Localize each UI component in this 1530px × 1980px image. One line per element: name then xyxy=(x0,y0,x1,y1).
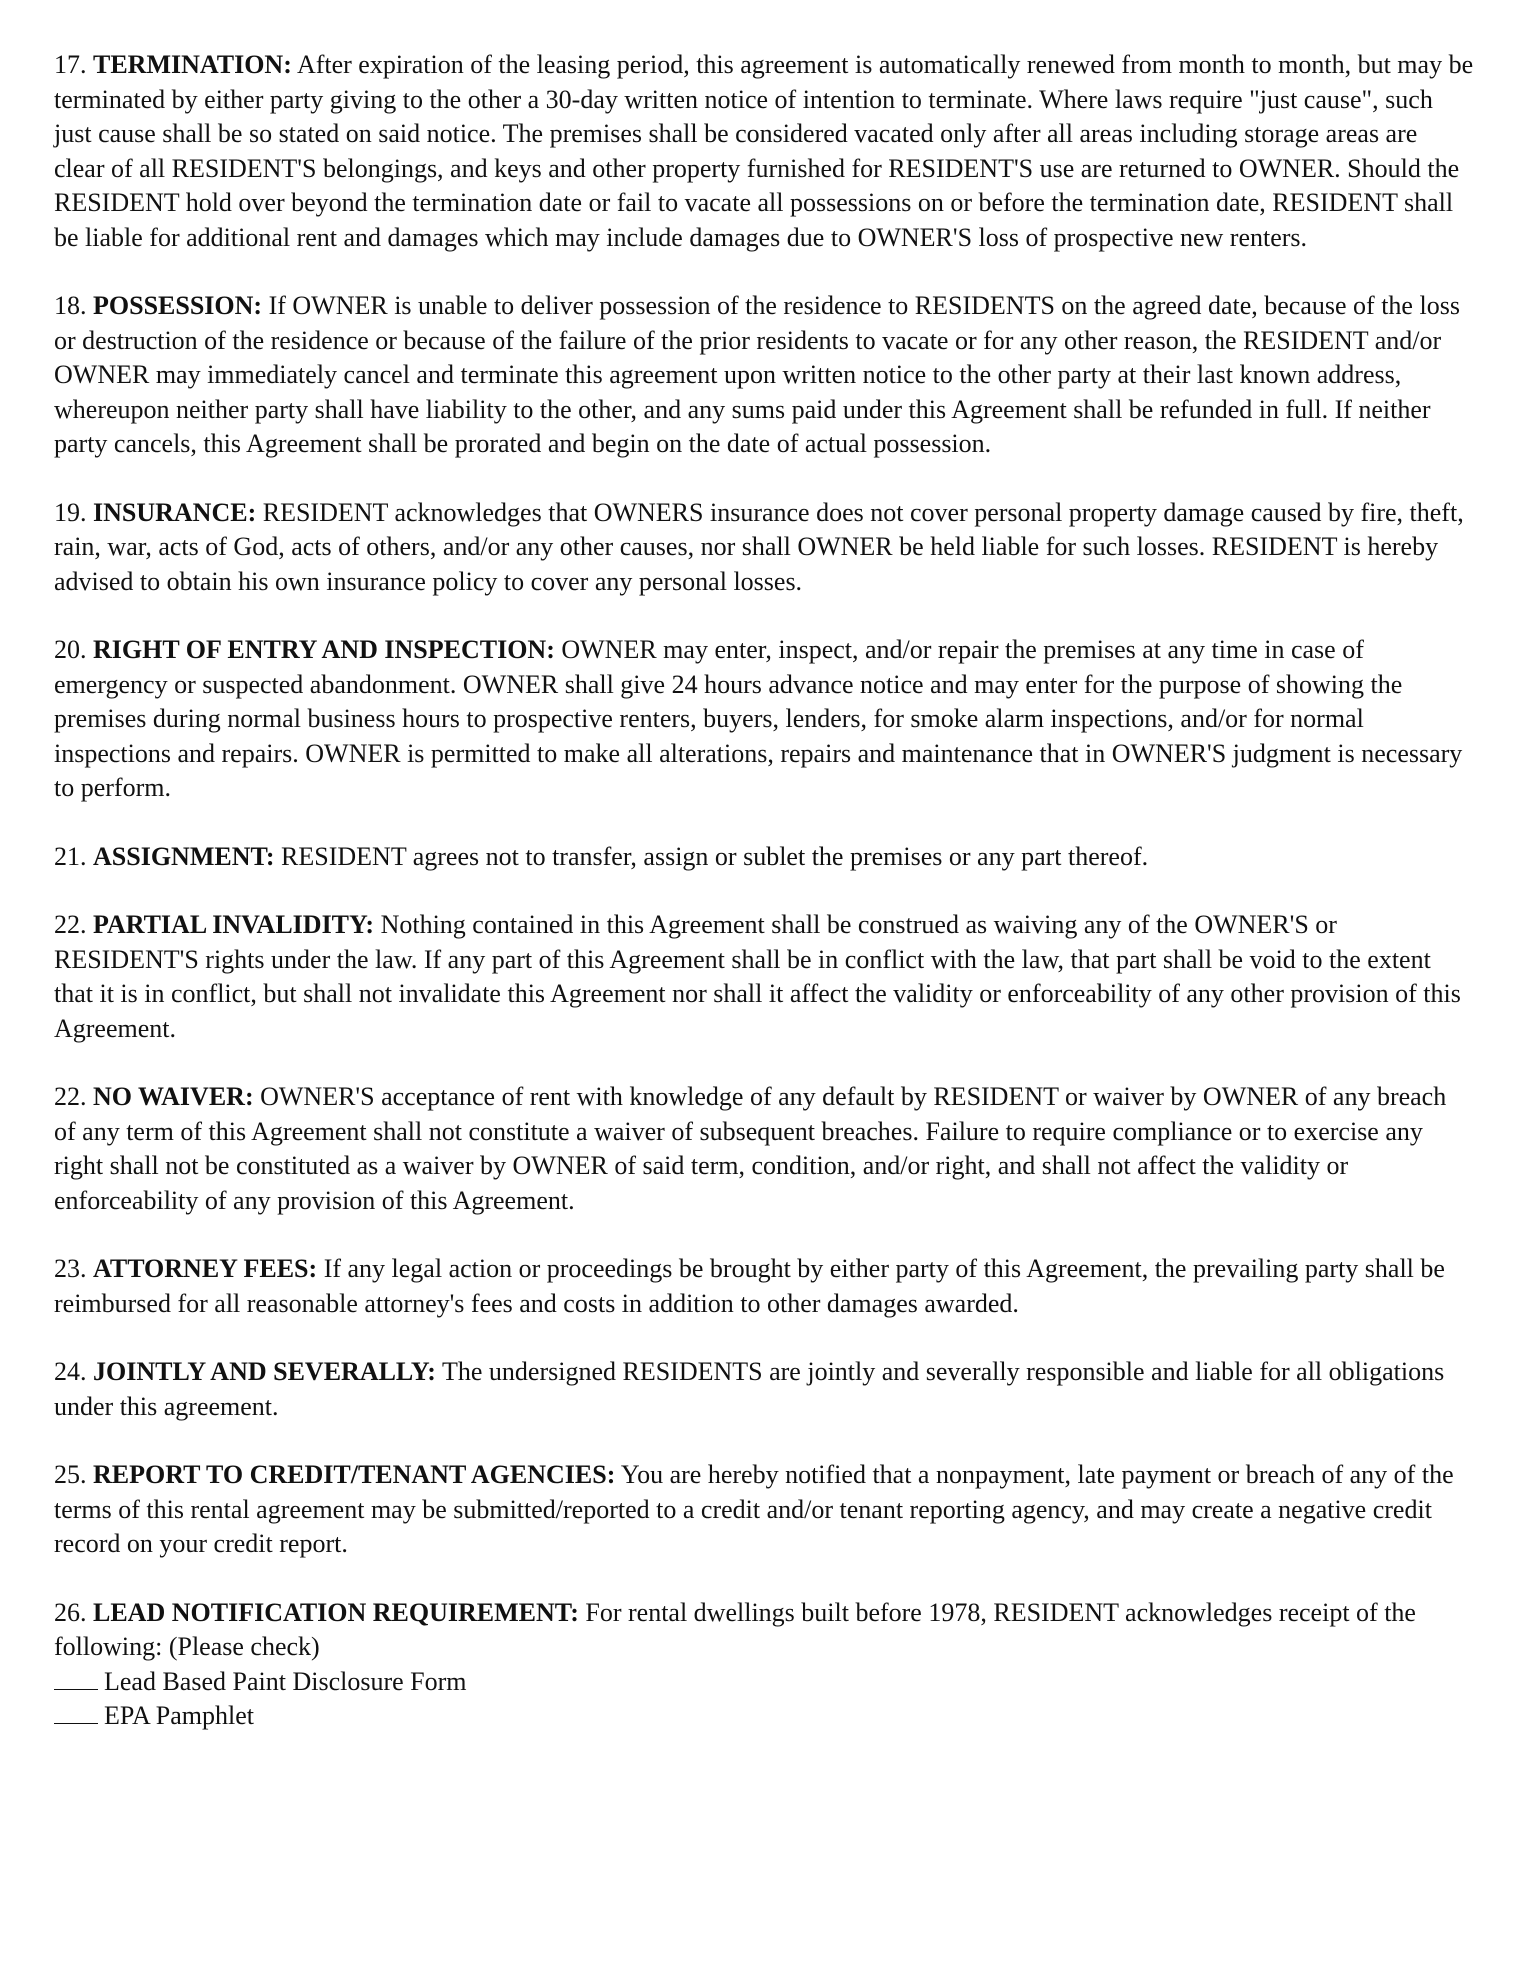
clause-jointly-and-severally xyxy=(54,1355,1474,1424)
clause-body: You are hereby notified that a nonpayment, late payment or breach of any of the terms of this rental agreement may be submitted/reported to a credit and/or tenant reporting agency, and may create a negative credit record on your credit report. xyxy=(54,1460,1454,1558)
clause-partial-invalidity xyxy=(54,908,1474,1046)
checklist-label: Lead Based Paint Disclosure Form xyxy=(104,1666,467,1696)
clause-attorney-fees xyxy=(54,1252,1474,1321)
clause-number: 22. xyxy=(54,1082,87,1111)
clause-number: 22. xyxy=(54,910,87,939)
clause-heading: ATTORNEY FEES: xyxy=(93,1254,318,1283)
clause-heading: POSSESSION: xyxy=(93,291,263,320)
clause-no-waiver xyxy=(54,1080,1474,1218)
clause-number: 24. xyxy=(54,1357,87,1386)
clause-body: RESIDENT acknowledges that OWNERS insurance does not cover personal property damage caused by fire, theft, rain, war, acts of God, acts of others, and/or any other causes, nor shall OWNER be held liable for such losses. RESIDENT is hereby advised to obtain his own insurance policy to cover any personal losses. xyxy=(54,497,1464,596)
clause-number: 19. xyxy=(54,497,87,527)
clause-heading: INSURANCE: xyxy=(93,497,257,527)
clause-number: 25. xyxy=(54,1460,87,1489)
lead-checklist-item xyxy=(54,1699,1474,1734)
clause-heading: NO WAIVER: xyxy=(93,1082,254,1111)
clause-number: 18. xyxy=(54,291,87,320)
clause-body: OWNER'S acceptance of rent with knowledge of any default by RESIDENT or waiver by OWNER of any breach of any term of this Agreement shall not constitute a waiver of subsequent breaches. Failure to require compliance or to exercise any right shall not be constituted as a waiver by OWNER of said term, condition, and/or right, and shall not affect the validity or enforceability of any provision of this Agreement. xyxy=(54,1082,1447,1215)
clause-report-to-credit xyxy=(54,1458,1474,1562)
clause-heading: RIGHT OF ENTRY AND INSPECTION: xyxy=(93,635,555,664)
clause-insurance xyxy=(54,496,1474,600)
clause-heading: LEAD NOTIFICATION REQUIREMENT: xyxy=(93,1597,579,1627)
clause-number: 21. xyxy=(54,841,87,871)
clause-heading: TERMINATION: xyxy=(93,50,292,79)
clause-lead-notification xyxy=(54,1596,1474,1734)
clause-heading: REPORT TO CREDIT/TENANT AGENCIES: xyxy=(93,1460,616,1489)
clause-right-of-entry xyxy=(54,633,1474,806)
clause-body: Nothing contained in this Agreement shall be construed as waiving any of the OWNER'S or RESIDENT'S rights under the law. If any part of this Agreement shall be in conflict with the law, that part shall be void to the extent that it is in conflict, but shall not invalidate this Agreement nor shall it affect the validity or enforceability of any other provision of this Agreement. xyxy=(54,910,1461,1043)
clause-heading: JOINTLY AND SEVERALLY: xyxy=(93,1357,436,1386)
clause-body: RESIDENT agrees not to transfer, assign or sublet the premises or any part thereof. xyxy=(281,841,1149,871)
clause-assignment xyxy=(54,840,1474,875)
clause-body: For rental dwellings built before 1978, RESIDENT acknowledges receipt of the following: (Please check) xyxy=(54,1597,1416,1661)
clause-possession xyxy=(54,289,1474,462)
document-page xyxy=(54,48,1474,1768)
lead-disclosure-checkbox-blank[interactable] xyxy=(54,1667,98,1690)
clause-number: 26. xyxy=(54,1597,87,1627)
clause-number: 23. xyxy=(54,1254,87,1283)
clause-body: OWNER may enter, inspect, and/or repair the premises at any time in case of emergency or suspected abandonment. OWNER shall give 24 hours advance notice and may enter for the purpose of showing the premises during normal business hours to prospective renters, buyers, lenders, for smoke alarm inspections, and/or for normal inspections and repairs. OWNER is permitted to make all alterations, repairs and maintenance that in OWNER'S judgment is necessary to perform. xyxy=(54,635,1463,802)
clause-body: After expiration of the leasing period, this agreement is automatically renewed from month to month, but may be terminated by either party giving to the other a 30-day written notice of intention to terminate. Where laws require "just cause", such just cause shall be so stated on said notice. The premises shall be considered vacated only after all areas including storage areas are clear of all RESIDENT'S belongings, and keys and other property furnished for RESIDENT'S use are returned to OWNER. Should the RESIDENT hold over beyond the termination date or fail to vacate all possessions on or before the termination date, RESIDENT shall be liable for additional rent and damages which may include damages due to OWNER'S loss of prospective new renters. xyxy=(54,50,1474,252)
clause-number: 20. xyxy=(54,635,87,664)
clause-body: If any legal action or proceedings be brought by either party of this Agreement, the prevailing party shall be reimbursed for all reasonable attorney's fees and costs in addition to other damages awarded. xyxy=(54,1254,1445,1318)
clause-body: If OWNER is unable to deliver possession of the residence to RESIDENTS on the agreed date, because of the loss or destruction of the residence or because of the failure of the prior residents to vacate or for any other reason, the RESIDENT and/or OWNER may immediately cancel and terminate this agreement upon written notice to the other party at their last known address, whereupon neither party shall have liability to the other, and any sums paid under this Agreement shall be refunded in full. If neither party cancels, this Agreement shall be prorated and begin on the date of actual possession. xyxy=(54,291,1460,458)
clause-heading: PARTIAL INVALIDITY: xyxy=(93,910,375,939)
clause-body: The undersigned RESIDENTS are jointly and severally responsible and liable for all obligations under this agreement. xyxy=(54,1357,1445,1421)
clause-heading: ASSIGNMENT: xyxy=(93,841,275,871)
lead-checklist-item xyxy=(54,1665,1474,1700)
clause-number: 17. xyxy=(54,50,87,79)
clause-termination xyxy=(54,48,1474,255)
checklist-label: EPA Pamphlet xyxy=(104,1701,255,1730)
epa-pamphlet-checkbox-blank[interactable] xyxy=(54,1701,98,1724)
